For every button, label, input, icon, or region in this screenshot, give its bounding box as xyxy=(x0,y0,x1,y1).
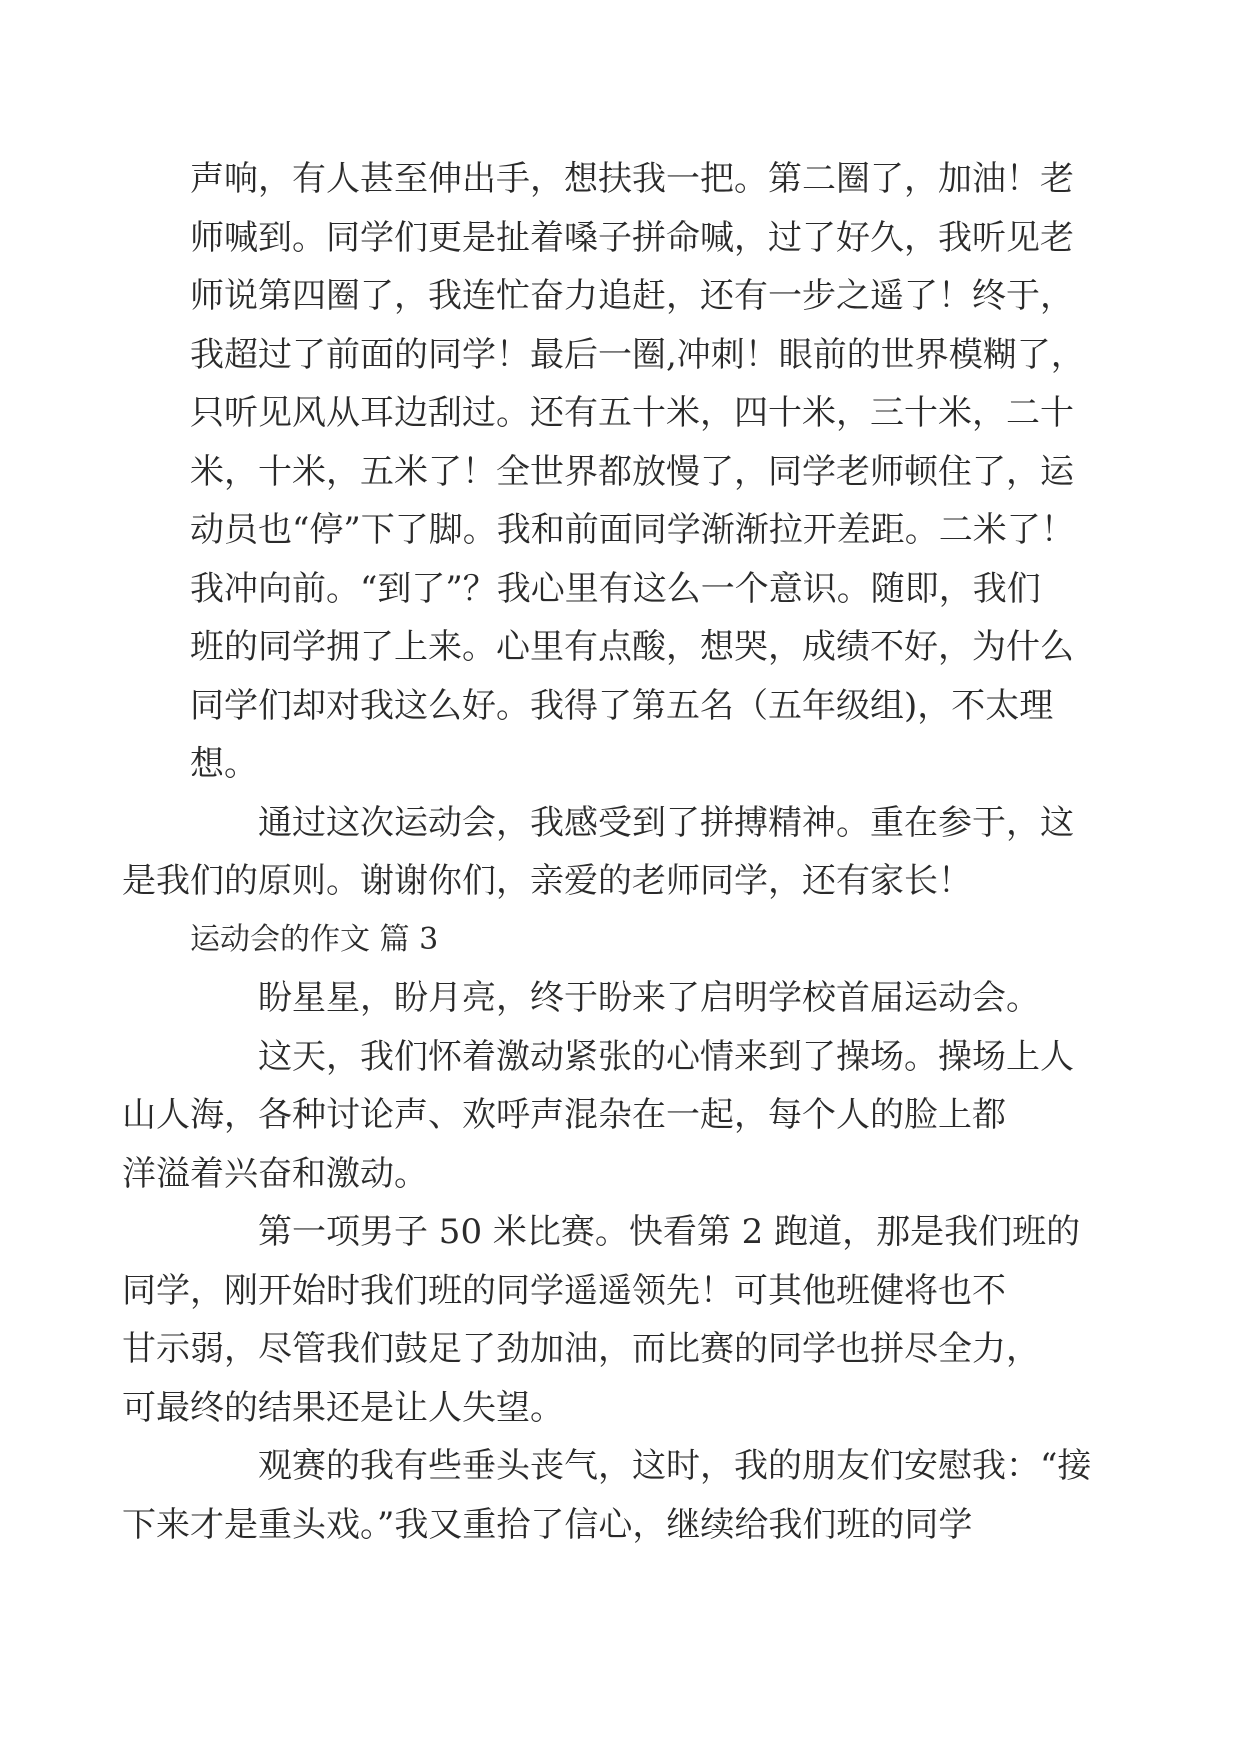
text-line: 班的同学拥了上来。心里有点酸，想哭，成绩不好，为什么 xyxy=(190,627,1074,667)
text-line: 动员也“停”下了脚。我和前面同学渐渐拉开差距。二米了！ xyxy=(190,510,1075,550)
text-line: 是我们的原则。谢谢你们，亲爱的老师同学，还有家长！ xyxy=(122,861,972,901)
document-body xyxy=(122,150,1092,1554)
text-line: 下来才是重头戏。”我又重拾了信心，继续给我们班的同学 xyxy=(122,1504,973,1545)
paragraph-waiting xyxy=(190,969,1070,1028)
text-line: 声响，有人甚至伸出手，想扶我一把。第二圈了，加油！老 xyxy=(190,159,1074,199)
text-line: 通过这次运动会，我感受到了拼搏精神。重在参于，这 xyxy=(258,802,1074,843)
paragraph-race xyxy=(122,1203,1081,1437)
text-line: 盼星星，盼月亮，终于盼来了启明学校首届运动会。 xyxy=(258,978,1040,1018)
text-line: 米，十米，五米了！全世界都放慢了，同学老师顿住了，运 xyxy=(190,451,1074,492)
paragraph-comfort xyxy=(122,1437,1092,1554)
text-line: 我超过了前面的同学！最后一圈,冲刺！眼前的世界模糊了， xyxy=(190,334,1085,375)
text-line: 师喊到。同学们更是扯着嗓子拼命喊，过了好久，我听见老 xyxy=(190,217,1074,258)
section-heading: 运动会的作文 篇 3 xyxy=(190,921,439,957)
text-line: 第一项男子 50 米比赛。快看第 2 跑道，那是我们班的 xyxy=(258,1212,1081,1252)
text-line: 观赛的我有些垂头丧气，这时，我的朋友们安慰我：“接 xyxy=(258,1446,1092,1486)
text-line: 甘示弱，尽管我们鼓足了劲加油，而比赛的同学也拼尽全力， xyxy=(122,1329,1040,1369)
text-line: 同学，刚开始时我们班的同学遥遥领先！可其他班健将也不 xyxy=(122,1270,1006,1311)
text-line: 洋溢着兴奋和激动。 xyxy=(122,1153,428,1194)
paragraph-arrival xyxy=(122,1028,1074,1204)
paragraph-race-continuation xyxy=(190,150,1085,794)
text-line: 可最终的结果还是让人失望。 xyxy=(122,1387,564,1428)
text-line: 同学们却对我这么好。我得了第五名（五年级组)，不太理 xyxy=(190,685,1054,726)
text-line: 山人海，各种讨论声、欢呼声混杂在一起，每个人的脸上都 xyxy=(122,1095,1006,1135)
text-line: 这天，我们怀着激动紧张的心情来到了操场。操场上人 xyxy=(258,1036,1074,1077)
text-line: 师说第四圈了，我连忙奋力追赶，还有一步之遥了！终于， xyxy=(190,276,1074,316)
text-line: 我冲向前。“到了”？我心里有这么一个意识。随即，我们 xyxy=(190,568,1041,609)
text-line: 只听见风从耳边刮过。还有五十米，四十米，三十米，二十 xyxy=(190,393,1074,433)
text-line: 想。 xyxy=(190,744,258,784)
paragraph-reflection xyxy=(122,794,1074,911)
